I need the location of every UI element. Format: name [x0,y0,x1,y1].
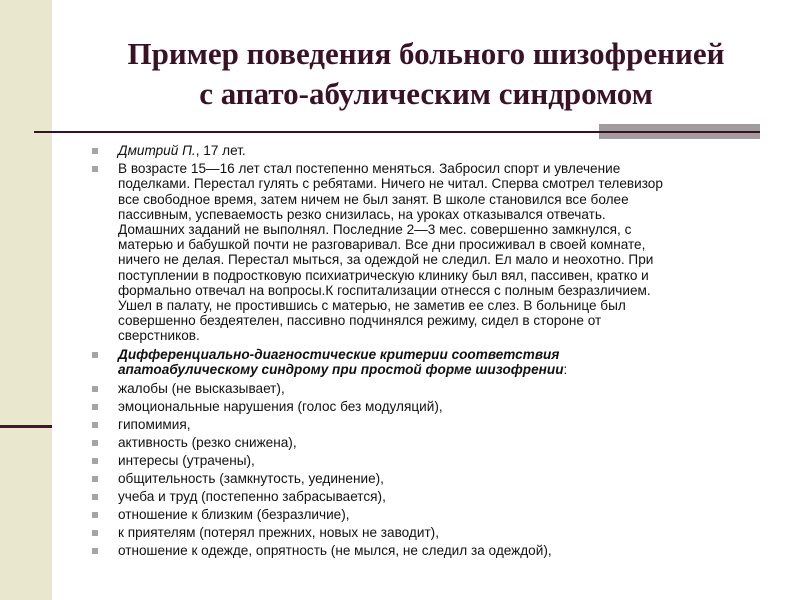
criterion-text: активность (резко снижена), [118,435,297,451]
list-item [92,470,752,488]
title-line-2: с апато-абулическим синдромом [199,76,653,111]
history-line: ничего не делая. Перестал мыться, за одеждой не следил. Ел мало и неохотно. При [118,252,654,268]
history-line: поделками. Перестал гулять с ребятами. Ничего не читал. Сперва смотрел телевизор [118,176,663,192]
history-line: пассивным, успеваемость резко снизилась, на уроках отказывался отвечать. [118,206,606,222]
bullet-marker [92,352,98,358]
history-line: В возрасте 15—16 лет стал постепенно меняться. Забросил спорт и увлечение [118,161,621,177]
left-decor-band [0,0,52,600]
bullet-marker [92,422,98,428]
criterion-text: отношение к одежде, опрятность (не мылся, не следил за одеждой), [118,543,552,559]
criteria-heading-colon: : [563,361,568,377]
criterion-text: общительность (замкнутость, уединение), [118,471,384,487]
bullet-marker [92,530,98,536]
criterion-text: учеба и труд (постепенно забрасывается), [118,489,386,505]
history-line: Ушел в палату, не простившись с матерью, не заметив ее слез. В больнице был [118,298,626,314]
history-line: совершенно бездеятелен, пассивно подчинялся режиму, сидел в стороне от [118,313,602,329]
history-line: формально отвечал на вопросы.К госпитализации отнесся с полным безразличием. [118,282,651,298]
history-line: матерью и бабушкой почти не разговаривал. Все дни просиживал в своей комнате, [118,237,646,253]
patient-name: Дмитрий П. [118,143,196,158]
bullet-marker [92,548,98,554]
criterion-text: эмоциональные нарушения (голос без модуляций), [118,399,443,415]
history-line: поступлении в подростковую психиатрическую клинику был вял, пассивен, кратко и [118,267,649,283]
criterion-text: отношение к близким (безразличие), [118,507,350,523]
history-line: сверстников. [118,328,200,344]
criteria-heading-item [92,347,752,377]
list-item [92,488,752,506]
criterion-text: гипомимия, [118,417,191,433]
list-item [92,434,752,452]
title-line-1: Пример поведения больного шизофренией [127,36,725,71]
bullet-marker [92,440,98,446]
bullet-marker [92,404,98,410]
bullet-marker [92,494,98,500]
patient-item [92,143,752,158]
bullet-marker [92,512,98,518]
history-item [92,161,752,343]
bullet-marker [92,458,98,464]
list-item [92,542,752,560]
list-item [92,416,752,434]
history-line: Домашних заданий не выполнял. Последние 2—3 мес. совершенно замкнулся, с [118,222,632,238]
criteria-heading-line-2: апатоабулическому синдрому при простой форме шизофрении [118,361,564,377]
criterion-text: интересы (утрачены), [118,453,255,469]
list-item [92,452,752,470]
bullet-marker [92,386,98,392]
list-item [92,524,752,542]
title-decor-bar-top [599,124,760,131]
criteria-list [92,380,752,560]
history-line: все свободное время, затем ничем не был занят. В школе становился все более [118,191,629,207]
slide-title [52,34,800,114]
criteria-heading-line-1: Дифференциально-диагностические критерии соответствия [118,346,560,362]
criterion-text: жалобы (не высказывает), [118,381,285,397]
list-item [92,398,752,416]
left-accent-line [0,425,52,428]
title-decor-bar-bottom [599,133,760,139]
list-item [92,380,752,398]
slide-body [92,143,752,560]
criterion-text: к приятелям (потерял прежних, новых не заводит), [118,525,439,541]
bullet-marker [92,166,98,172]
list-item [92,506,752,524]
bullet-marker [92,476,98,482]
patient-age: , 17 лет. [195,143,246,158]
bullet-marker [92,148,98,154]
